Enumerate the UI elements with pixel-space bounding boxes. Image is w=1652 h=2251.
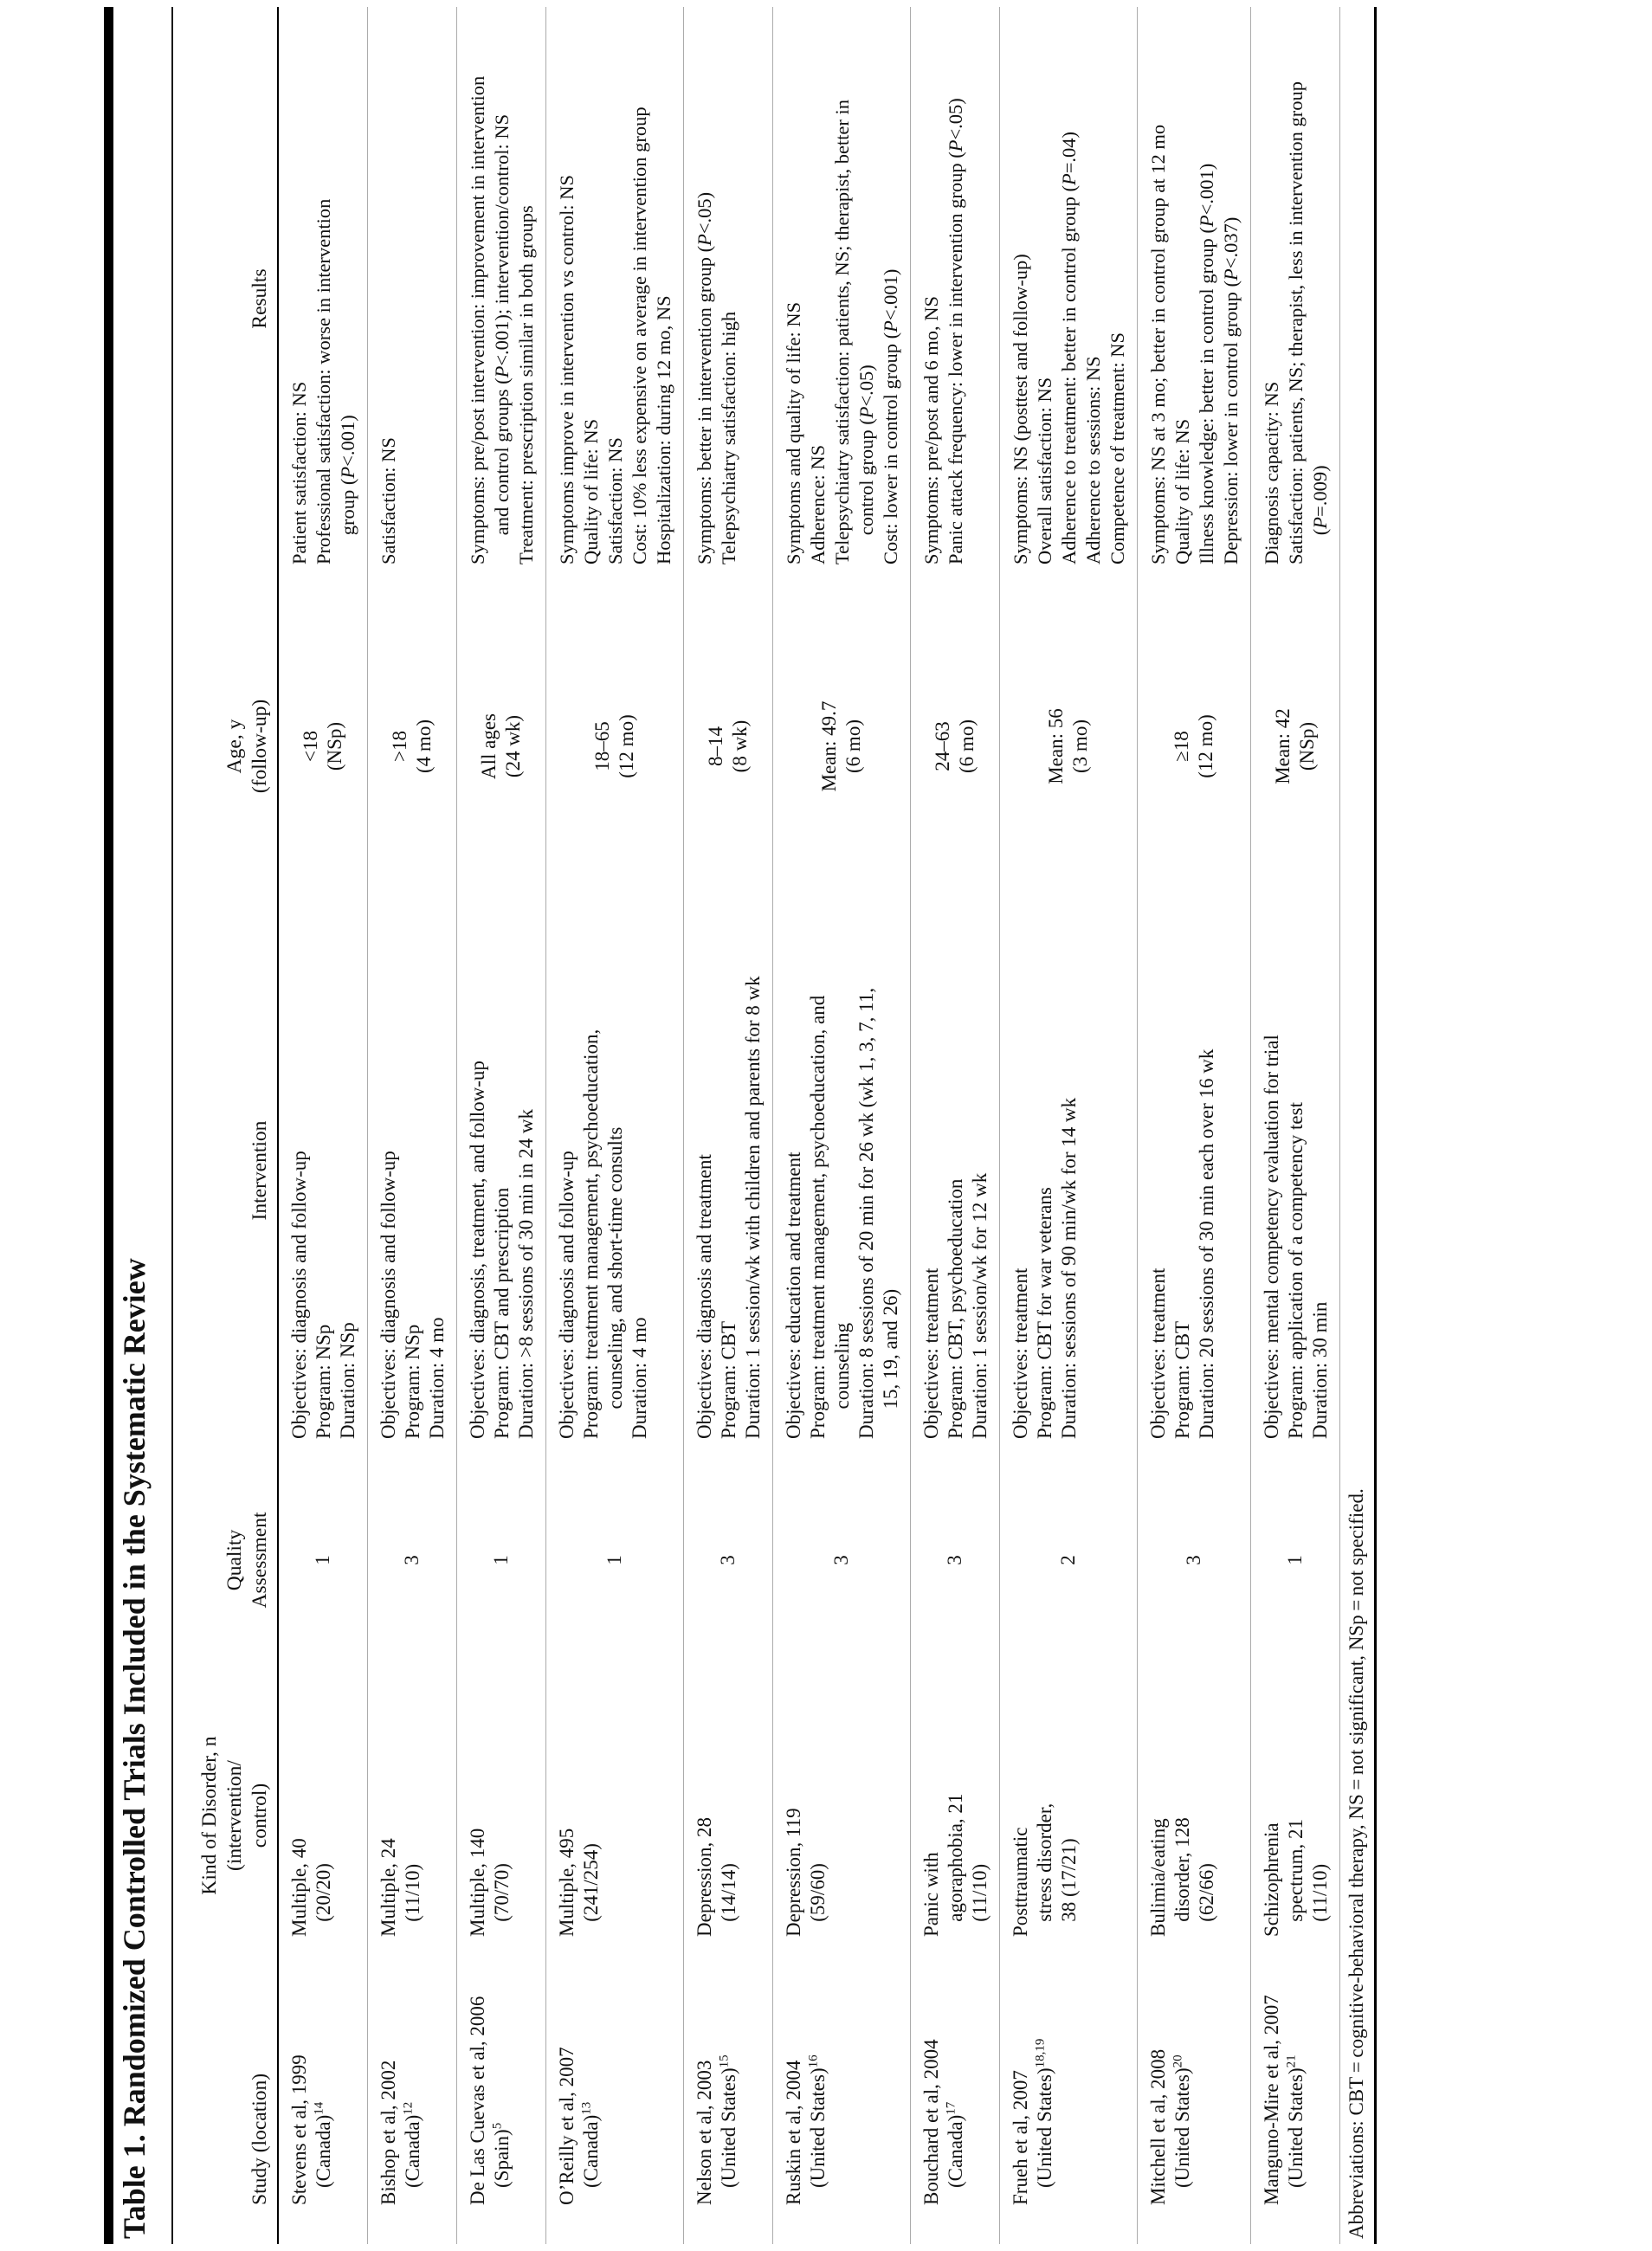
study-location: (Canada)$^{14}$ bbox=[312, 2101, 334, 2188]
text-line: Duration: 8 sessions of 20 min for 26 wk (wk 1, 3, 7, 11, bbox=[855, 987, 877, 1439]
text-line: (8 wk) bbox=[729, 719, 751, 773]
reference-superscript: 18,19 bbox=[1033, 2038, 1048, 2068]
text-line: (70/70) bbox=[491, 1863, 513, 1937]
column-header-study bbox=[173, 1950, 277, 2244]
text-line: Program: application of a competency test bbox=[1285, 1102, 1307, 1439]
text-line: <18 bbox=[300, 731, 321, 762]
text-line: Satisfaction: NS bbox=[604, 437, 626, 564]
cell-quality-score: 3 bbox=[717, 1555, 739, 1565]
cell-study bbox=[457, 1950, 545, 2244]
text-line: Duration: 20 sessions of 30 min each over 16 wk bbox=[1196, 1048, 1217, 1439]
cell-age bbox=[931, 590, 979, 902]
text-line: Study (location) bbox=[248, 2073, 271, 2205]
cell-age bbox=[704, 590, 752, 902]
text-line: (NSp) bbox=[324, 721, 345, 771]
study-name: Manguno-Mire et al, 2007 bbox=[1261, 1995, 1282, 2205]
cell-disorder bbox=[457, 1681, 545, 1950]
text-line: Duration: 4 mo bbox=[426, 1317, 448, 1439]
text-line: Objectives: diagnosis and treatment bbox=[694, 1154, 715, 1439]
cell-quality-score: 3 bbox=[1183, 1555, 1204, 1565]
text-line: control) bbox=[248, 1783, 271, 1848]
text-line: >18 bbox=[389, 731, 410, 762]
text-line: stress disorder, bbox=[1034, 1803, 1055, 1937]
reference-superscript: 13 bbox=[579, 2101, 594, 2115]
text-line: Mean: 42 bbox=[1272, 708, 1294, 784]
study-name: Frueh et al, 2007 bbox=[1010, 2070, 1031, 2205]
text-line: (6 mo) bbox=[842, 719, 864, 773]
cell-results bbox=[773, 7, 910, 590]
text-line: Duration: >8 sessions of 30 min in 24 wk bbox=[515, 1109, 537, 1439]
text-line: Symptoms: NS at 3 mo; better in control group at 12 mo bbox=[1147, 124, 1169, 564]
column-header-quality bbox=[173, 1439, 277, 1681]
text-line: Program: CBT for war veterans bbox=[1034, 1187, 1055, 1439]
text-line: 18–65 bbox=[591, 721, 613, 771]
text-line: Intervention bbox=[248, 1120, 271, 1221]
table-title: Table 1. Randomized Controlled Trials Included in the Systematic Review bbox=[117, 1258, 152, 2239]
text-line: Mean: 56 bbox=[1045, 708, 1067, 784]
column-header-age bbox=[173, 590, 277, 902]
text-line: group (P<.001) bbox=[337, 415, 358, 564]
text-line: (12 mo) bbox=[1195, 714, 1216, 778]
cell-results bbox=[368, 7, 456, 590]
text-line: agoraphobia, 21 bbox=[945, 1793, 966, 1937]
text-line: Objectives: treatment bbox=[920, 1267, 942, 1439]
text-line: (11/10) bbox=[969, 1863, 991, 1937]
cell-study bbox=[773, 1950, 910, 2244]
cell-quality-score: 1 bbox=[603, 1555, 625, 1565]
text-line: All ages bbox=[478, 713, 500, 780]
study-location: (Spain)$^5$ bbox=[490, 2122, 513, 2188]
cell-quality-score: 1 bbox=[312, 1555, 333, 1565]
table-footnote: Abbreviations: CBT = cognitive-behavioral therapy, NS = not significant, NSp = not specified. bbox=[1340, 7, 1377, 2244]
cell-disorder bbox=[911, 1681, 999, 1950]
text-line: control group (P<.05) bbox=[855, 364, 877, 564]
text-line: Depression, 28 bbox=[694, 1817, 715, 1937]
cell-disorder bbox=[1251, 1681, 1339, 1950]
cell-disorder bbox=[279, 1681, 367, 1950]
cell-age bbox=[477, 590, 526, 902]
cell-results bbox=[1251, 7, 1339, 590]
cell-quality-score: 3 bbox=[830, 1555, 852, 1565]
text-line: Panic with bbox=[920, 1852, 942, 1937]
reference-superscript: 5 bbox=[490, 2122, 505, 2130]
text-line: Duration: 1 session/wk for 12 wk bbox=[969, 1172, 991, 1439]
column-header-results bbox=[173, 7, 277, 590]
cell-quality-score: 1 bbox=[490, 1555, 512, 1565]
cell-disorder bbox=[1000, 1681, 1137, 1950]
table-row bbox=[1251, 7, 1340, 2244]
cell-intervention bbox=[1000, 902, 1137, 1439]
text-line: 38 (17/21) bbox=[1058, 1838, 1080, 1937]
text-line: Adherence to treatment: better in control group (P=.04) bbox=[1058, 131, 1080, 564]
cell-results bbox=[279, 7, 367, 590]
cell-intervention bbox=[684, 902, 772, 1439]
cell-disorder bbox=[1138, 1681, 1250, 1950]
text-line: (14/14) bbox=[718, 1863, 739, 1937]
reference-superscript: 17 bbox=[944, 2101, 958, 2115]
cell-results bbox=[546, 7, 683, 590]
text-line: (11/10) bbox=[1309, 1863, 1331, 1937]
text-line: spectrum, 21 bbox=[1285, 1818, 1307, 1937]
text-line: Duration: 1 session/wk with children and parents for 8 wk bbox=[742, 976, 764, 1439]
text-line: Satisfaction: NS bbox=[378, 437, 399, 564]
text-line: Symptoms: better in intervention group (P<.05) bbox=[694, 191, 715, 564]
text-line: Duration: 30 min bbox=[1309, 1301, 1331, 1439]
study-name: Bishop et al, 2002 bbox=[378, 2060, 399, 2205]
cell-disorder bbox=[773, 1681, 910, 1950]
text-line: (P=.009) bbox=[1309, 465, 1331, 564]
text-line: (62/66) bbox=[1196, 1863, 1217, 1937]
text-line: counseling, and short-time consults bbox=[604, 1126, 626, 1439]
text-line: Objectives: treatment bbox=[1147, 1267, 1169, 1439]
text-line: Multiple, 495 bbox=[556, 1828, 578, 1937]
table-row bbox=[457, 7, 546, 2244]
table-body bbox=[279, 7, 1340, 2244]
text-line: (follow-up) bbox=[248, 699, 271, 794]
study-location: (Canada)$^{17}$ bbox=[944, 2101, 966, 2188]
reference-superscript: 16 bbox=[806, 2054, 821, 2068]
cell-study bbox=[684, 1950, 772, 2244]
study-name: Bouchard et al, 2004 bbox=[920, 2039, 942, 2205]
text-line: (3 mo) bbox=[1069, 719, 1091, 773]
study-location: (United States)$^{18,19}$ bbox=[1033, 2038, 1055, 2188]
cell-quality-score: 3 bbox=[944, 1555, 965, 1565]
text-line: Objectives: diagnosis and follow-up bbox=[556, 1151, 578, 1439]
cell-study bbox=[1251, 1950, 1339, 2244]
text-line: disorder, 128 bbox=[1171, 1817, 1193, 1937]
text-line: Satisfaction: patients, NS; therapist, less in intervention group bbox=[1285, 81, 1307, 564]
study-location: (Canada)$^{12}$ bbox=[401, 2101, 423, 2188]
text-line: and control groups (P<.001); intervention/control: NS bbox=[491, 113, 513, 564]
text-line: Age, y bbox=[223, 719, 246, 774]
study-location: (United States)$^{15}$ bbox=[717, 2054, 739, 2188]
cell-age bbox=[817, 590, 866, 902]
text-line: Multiple, 24 bbox=[378, 1838, 399, 1937]
text-line: (6 mo) bbox=[956, 719, 978, 773]
text-line: Telepsychiatry satisfaction: high bbox=[718, 311, 739, 564]
cell-intervention bbox=[911, 902, 999, 1439]
text-line: 15, 19, and 26) bbox=[880, 1288, 901, 1439]
study-name: Mitchell et al, 2008 bbox=[1147, 2048, 1169, 2205]
study-location: (Canada)$^{13}$ bbox=[579, 2101, 602, 2188]
cell-disorder bbox=[368, 1681, 456, 1950]
cell-results bbox=[911, 7, 999, 590]
text-line: Diagnosis capacity: NS bbox=[1261, 381, 1282, 564]
text-line: Quality bbox=[223, 1529, 246, 1591]
text-line: Symptoms: pre/post and 6 mo, NS bbox=[920, 295, 942, 564]
text-line: Adherence to sessions: NS bbox=[1082, 356, 1104, 564]
study-name: Stevens et al, 1999 bbox=[288, 2054, 310, 2205]
reference-superscript: 20 bbox=[1171, 2054, 1185, 2068]
text-line: Symptoms: NS (posttest and follow-up) bbox=[1010, 254, 1031, 564]
study-name: O’Reilly et al, 2007 bbox=[556, 2047, 578, 2205]
cell-intervention bbox=[368, 902, 456, 1439]
cell-study bbox=[1138, 1950, 1250, 2244]
cell-age bbox=[590, 590, 639, 902]
text-line: Mean: 49.7 bbox=[818, 700, 840, 792]
text-line: Posttraumatic bbox=[1010, 1827, 1031, 1937]
text-line: Symptoms: pre/post intervention: improvement in intervention bbox=[467, 75, 488, 564]
cell-study bbox=[1000, 1950, 1137, 2244]
reference-superscript: 15 bbox=[717, 2054, 732, 2068]
cell-study bbox=[911, 1950, 999, 2244]
cell-study bbox=[368, 1950, 456, 2244]
cell-age bbox=[1044, 590, 1093, 902]
text-line: Program: CBT and prescription bbox=[491, 1187, 513, 1439]
text-line: Symptoms and quality of life: NS bbox=[783, 301, 804, 564]
table-row bbox=[546, 7, 684, 2244]
table-header-row bbox=[173, 7, 279, 2244]
text-line: (241/254) bbox=[580, 1843, 602, 1937]
column-header-intervention bbox=[173, 902, 277, 1439]
cell-quality-score: 2 bbox=[1057, 1555, 1079, 1565]
table-row bbox=[911, 7, 1000, 2244]
text-line: (intervention/ bbox=[223, 1760, 246, 1871]
text-line: Program: NSp bbox=[313, 1324, 334, 1439]
table-row bbox=[1000, 7, 1138, 2244]
text-line: Objectives: education and treatment bbox=[783, 1151, 804, 1439]
cell-intervention bbox=[773, 902, 910, 1439]
text-line: Panic attack frequency: lower in intervention group (P<.05) bbox=[945, 98, 966, 564]
text-line: ≥18 bbox=[1171, 731, 1192, 762]
text-line: Program: treatment management, psychoeducation, and bbox=[807, 995, 829, 1439]
table-top-rule bbox=[104, 7, 113, 2244]
text-line: Illness knowledge: better in control group (P<.001) bbox=[1196, 163, 1217, 564]
cell-intervention bbox=[546, 902, 683, 1439]
cell-intervention bbox=[457, 902, 545, 1439]
text-line: 8–14 bbox=[705, 726, 726, 766]
study-name: Nelson et al, 2003 bbox=[694, 2060, 715, 2205]
text-line: Results bbox=[248, 268, 271, 329]
text-line: Hospitalization: during 12 mo, NS bbox=[653, 295, 674, 564]
text-line: Professional satisfaction: worse in intervention bbox=[313, 198, 334, 564]
text-line: Objectives: treatment bbox=[1010, 1267, 1031, 1439]
reference-superscript: 14 bbox=[312, 2101, 326, 2115]
text-line: Objectives: mental competency evaluation for trial bbox=[1261, 1035, 1282, 1439]
cell-study bbox=[546, 1950, 683, 2244]
reference-superscript: 12 bbox=[401, 2101, 416, 2115]
cell-results bbox=[1000, 7, 1137, 590]
text-line: (20/20) bbox=[313, 1863, 334, 1937]
text-line: Treatment: prescription similar in both groups bbox=[515, 205, 537, 564]
text-line: Multiple, 140 bbox=[467, 1828, 488, 1937]
study-location: (United States)$^{20}$ bbox=[1171, 2054, 1193, 2188]
study-location: (United States)$^{16}$ bbox=[806, 2054, 829, 2188]
text-line: Cost: 10% less expensive on average in intervention group bbox=[629, 106, 650, 564]
text-line: Telepsychiatry satisfaction: patients, NS; therapist, better in bbox=[831, 99, 853, 564]
text-line: Objectives: diagnosis, treatment, and follow-up bbox=[467, 1061, 488, 1439]
text-line: Depression: lower in control group (P<.037) bbox=[1220, 216, 1242, 564]
text-line: Objectives: diagnosis and follow-up bbox=[288, 1151, 310, 1439]
text-line: Program: NSp bbox=[402, 1324, 423, 1439]
text-line: Program: treatment management, psychoeducation, bbox=[580, 1029, 602, 1439]
text-line: Competence of treatment: NS bbox=[1107, 332, 1128, 564]
text-line: Symptoms improve in intervention vs control: NS bbox=[556, 175, 578, 564]
text-line: Program: CBT bbox=[718, 1320, 739, 1439]
cell-quality-score: 1 bbox=[1284, 1555, 1306, 1565]
text-line: 24–63 bbox=[932, 721, 953, 771]
text-line: (11/10) bbox=[402, 1863, 423, 1937]
text-line: counseling bbox=[831, 1322, 853, 1439]
text-line: Depression, 119 bbox=[783, 1808, 804, 1937]
cell-results bbox=[684, 7, 772, 590]
cell-age bbox=[299, 590, 347, 902]
cell-results bbox=[457, 7, 545, 590]
text-line: Quality of life: NS bbox=[580, 418, 602, 564]
text-line: (NSp) bbox=[1296, 721, 1318, 771]
text-line: Program: CBT bbox=[1171, 1320, 1193, 1439]
table-row bbox=[279, 7, 368, 2244]
text-line: Duration: 4 mo bbox=[629, 1317, 650, 1439]
text-line: Kind of Disorder, n bbox=[198, 1736, 221, 1895]
text-line: Cost: lower in control group (P<.001) bbox=[880, 268, 901, 564]
text-line: Duration: NSp bbox=[337, 1322, 358, 1439]
column-header-disorder bbox=[173, 1681, 277, 1950]
text-line: Overall satisfaction: NS bbox=[1034, 377, 1055, 564]
study-name: De Las Cuevas et al, 2006 bbox=[467, 1996, 488, 2205]
cell-age bbox=[1170, 590, 1218, 902]
reference-superscript: 21 bbox=[1284, 2054, 1299, 2068]
table-row bbox=[773, 7, 911, 2244]
study-location: (United States)$^{21}$ bbox=[1284, 2054, 1307, 2188]
cell-results bbox=[1138, 7, 1250, 590]
text-line: Patient satisfaction: NS bbox=[288, 381, 310, 564]
text-line: Bulimia/eating bbox=[1147, 1818, 1169, 1937]
text-line: (59/60) bbox=[807, 1863, 829, 1937]
cell-intervention bbox=[1251, 902, 1339, 1439]
text-line: Adherence: NS bbox=[807, 444, 829, 564]
cell-disorder bbox=[684, 1681, 772, 1950]
study-name: Ruskin et al, 2004 bbox=[783, 2060, 804, 2205]
text-line: Objectives: diagnosis and follow-up bbox=[378, 1151, 399, 1439]
table-row bbox=[684, 7, 773, 2244]
table-row bbox=[368, 7, 457, 2244]
text-line: (4 mo) bbox=[413, 719, 435, 773]
cell-quality-score: 3 bbox=[401, 1555, 423, 1565]
trials-table bbox=[173, 7, 1377, 2244]
text-line: Schizophrenia bbox=[1261, 1822, 1282, 1937]
cell-age bbox=[388, 590, 436, 902]
table-row bbox=[1138, 7, 1251, 2244]
text-line: Multiple, 40 bbox=[288, 1838, 310, 1937]
cell-disorder bbox=[546, 1681, 683, 1950]
cell-intervention bbox=[1138, 902, 1250, 1439]
text-line: Quality of life: NS bbox=[1171, 418, 1193, 564]
text-line: (12 mo) bbox=[616, 714, 637, 778]
text-line: (24 wk) bbox=[502, 714, 524, 778]
text-line: Duration: sessions of 90 min/wk for 14 wk bbox=[1058, 1097, 1080, 1439]
cell-age bbox=[1271, 590, 1320, 902]
text-line: Program: CBT, psychoeducation bbox=[945, 1178, 966, 1439]
text-line: Assessment bbox=[248, 1512, 271, 1609]
cell-study bbox=[279, 1950, 367, 2244]
cell-intervention bbox=[279, 902, 367, 1439]
